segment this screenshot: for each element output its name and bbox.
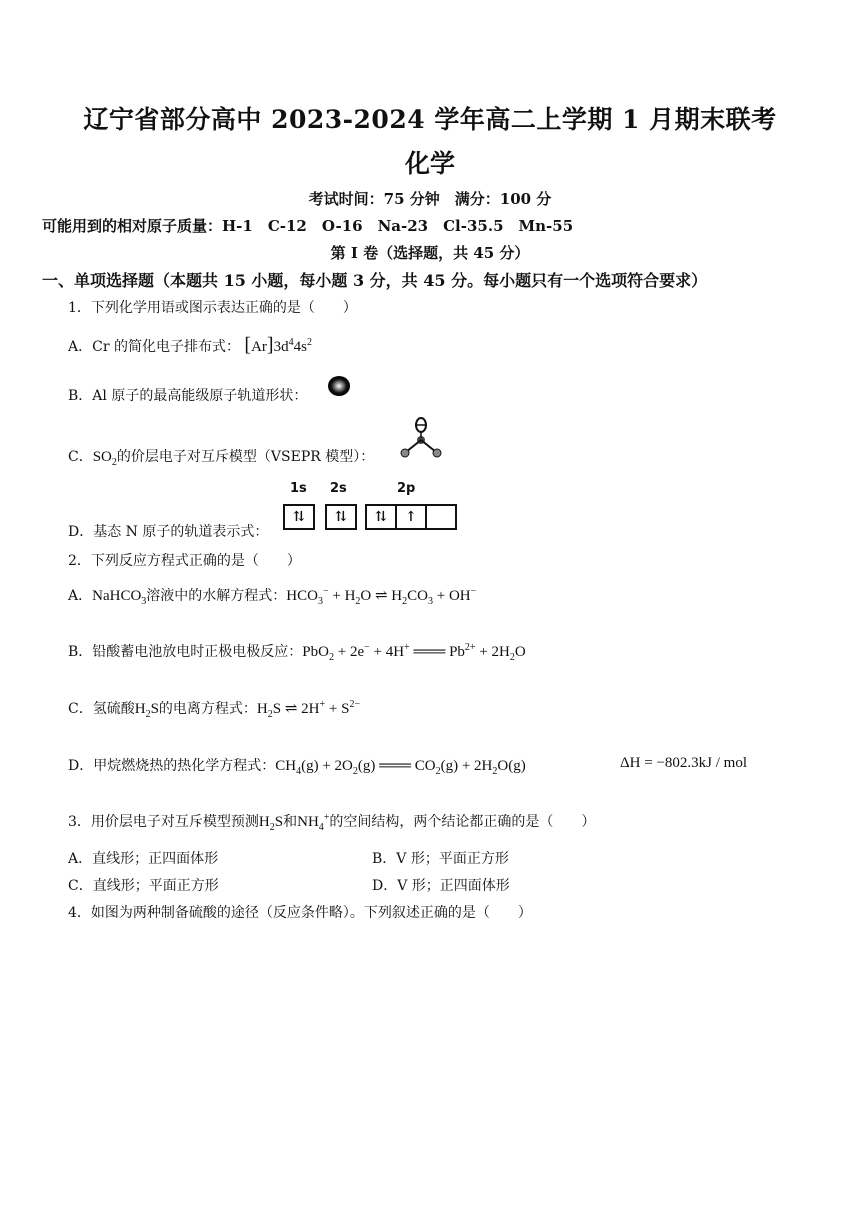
h2s-formula: $H_2S$ [134,701,159,720]
orbital-box-1s [283,504,315,530]
question-4-stem: 4．如图为两种制备硫酸的途径（反应条件略）。下列叙述正确的是（ ） [68,905,532,921]
q2-option-c-text: 的电离方程式： [158,701,257,717]
orbital-box-2p [365,504,457,530]
orbital-cell: ⇅ [367,506,397,528]
cr-electron-config: $[Ar]3d^44s^2$ [244,334,312,356]
so2-formula: $SO_2$ [92,449,117,468]
orbital-label-2s: 2s [330,481,347,496]
q2-option-c-label: C．氢硫酸 [68,701,135,717]
q2-d-equation: $CH_4(g) + 2O_2(g)$ ═══ $CO_2(g) + 2H_2O(g)$ [275,758,526,777]
part-title: 第 I 卷（选择题，共 45 分） [330,244,530,262]
nahco3-formula: NaHCO$_3$ [92,588,147,607]
q3-stem-mid: 和 [283,814,298,830]
question-1-stem: 1．下列化学用语或图示表达正确的是（ ） [68,300,357,316]
nh4-formula: $NH_4^+$ [297,812,330,833]
orbital-label-1s: 1s [290,481,307,496]
q3-stem-pre: 3．用价层电子对互斥模型预测 [68,814,259,830]
orbital-box-2s [325,504,357,530]
q2-option-a-label: A． [68,588,93,604]
subject-title: 化学 [404,149,455,178]
q2-option-c [68,698,360,720]
q1-option-c-text: 的价层电子对互斥模型（VSEPR 模型）： [116,449,375,465]
q2-c-equation: $H_2S$ ⇌ $2H^+ + S^{2-}$ [256,699,361,720]
q3-option-c: C．直线形；平面正方形 [68,878,219,894]
q1-option-b [68,385,307,405]
q1-option-c [68,446,374,468]
question-3-stem [68,811,595,833]
q2-option-b [68,641,526,663]
atomic-mass-line: 可能用到的相对原子质量：H-1 C-12 O-16 Na-23 Cl-35.5 Mn-55 [42,217,574,235]
q2-a-equation: $HCO_3^- + H_2O$ ⇌ $H_2CO_3 + OH^-$ [286,586,477,607]
q2-option-a-text: 溶液中的水解方程式： [146,588,287,604]
exam-info: 考试时间：75 分钟 满分：100 分 [308,190,552,208]
q2-option-d-label: D．甲烷燃烧热的热化学方程式： [68,758,276,774]
section-title: 一、单项选择题（本题共 15 小题，每小题 3 分，共 45 分。每小题只有一个选项符合要求） [42,271,708,290]
orbital-cell: ↑ [397,506,427,528]
q1-option-c-label: C． [68,449,93,465]
q1-option-a [68,334,312,357]
q3-stem-post: 的空间结构，两个结论都正确的是（ ） [329,814,596,830]
q1-option-a-label: A．Cr 的简化电子排布式： [68,339,240,355]
orbital-cell [427,506,455,528]
h2s-formula-q3: $H_2S$ [258,814,284,833]
q2-b-equation: PbO$_2$ + 2e− + 4H+ ═══ $Pb^{2+} + 2H_2O$ [302,642,526,663]
q2-d-enthalpy: ΔH = −802.3kJ / mol [620,755,747,771]
q1-option-d-label: D．基态 N 原子的轨道表示式： [68,524,269,540]
q1-option-d [68,521,268,541]
orbital-cell: ⇅ [293,509,305,525]
orbital-cell: ⇅ [335,509,347,525]
orbital-label-2p: 2p [397,481,416,496]
s-orbital-sphere-icon [326,375,352,397]
q3-option-a: A．直线形；正四面体形 [68,851,219,867]
vsepr-model-icon [398,416,444,462]
page-title: 辽宁省部分高中 2023-2024 学年高二上学期 1 月期末联考 [83,105,777,134]
q2-option-b-label: B．铅酸蓄电池放电时正极电极反应： [68,644,303,660]
q3-option-d: D．V 形；正四面体形 [372,878,510,894]
q1-option-b-label: B．Al 原子的最高能级原子轨道形状： [68,388,308,404]
q2-option-d [68,755,526,777]
q3-option-b: B．V 形；平面正方形 [372,851,509,867]
q2-option-a [68,585,476,607]
question-2-stem: 2．下列反应方程式正确的是（ ） [68,553,301,569]
